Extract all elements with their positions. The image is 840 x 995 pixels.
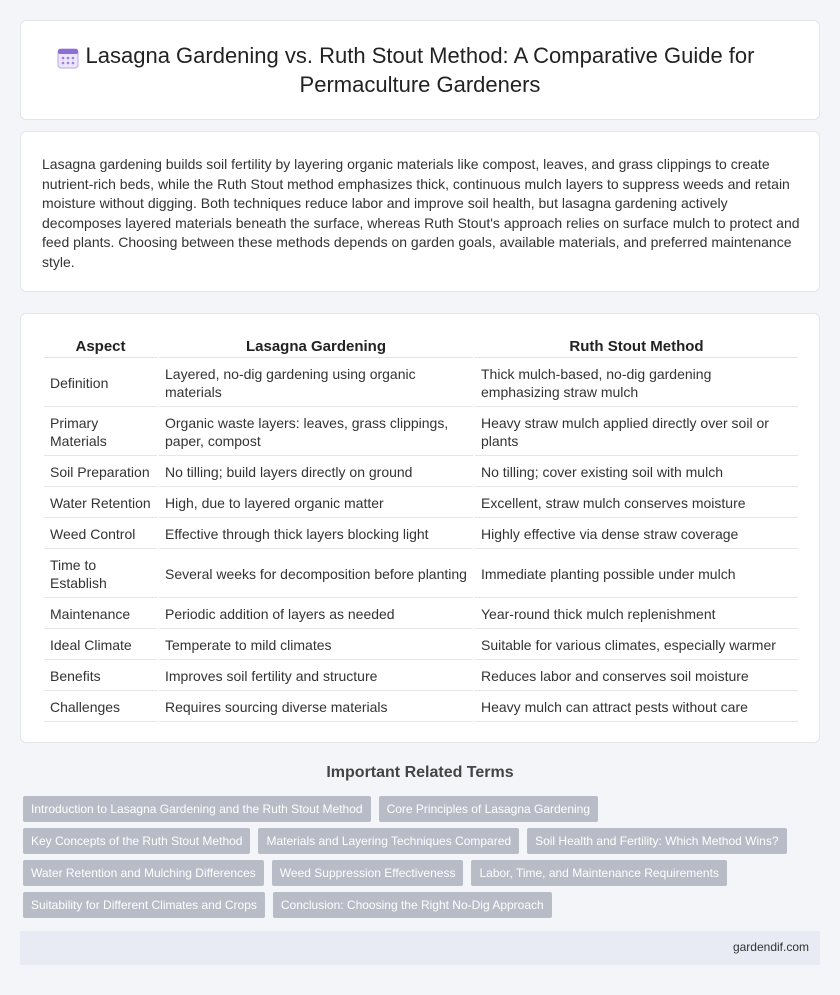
table-cell: Highly effective via dense straw coverage (475, 520, 798, 549)
table-cell: Effective through thick layers blocking light (159, 520, 473, 549)
related-terms-list (23, 796, 813, 924)
table-cell: Thick mulch-based, no-dig gardening emphasizing straw mulch (475, 360, 798, 407)
table-cell: Reduces labor and conserves soil moisture (475, 662, 798, 691)
table-cell: Heavy mulch can attract pests without care (475, 693, 798, 722)
intro-paragraph: Lasagna gardening builds soil fertility by layering organic materials like compost, leaves, and grass clippings to create nutrient-rich beds, while the Ruth Stout method emphasizes thick, continuous mulch layers to suppress weeds and retain moisture without digging. Both techniques reduce labor and improve soil health, but lasagna gardening actively decomposes layered materials beneath the surface, whereas Ruth Stout's approach relies on surface mulch to protect and feed plants. Choosing between these methods depends on garden goals, available materials, and preferred maintenance style. (42, 156, 800, 270)
table-cell: Improves soil fertility and structure (159, 662, 473, 691)
header-card (20, 20, 820, 120)
table-cell: No tilling; build layers directly on ground (159, 458, 473, 487)
column-header-aspect: Aspect (44, 337, 157, 358)
table-cell: High, due to layered organic matter (159, 489, 473, 518)
comparison-table (42, 335, 800, 724)
table-cell: Temperate to mild climates (159, 631, 473, 660)
table-row (44, 631, 798, 660)
comparison-card (20, 313, 820, 743)
related-term-tag[interactable]: Suitability for Different Climates and Crops (23, 892, 265, 918)
table-row (44, 600, 798, 629)
related-term-tag[interactable]: Water Retention and Mulching Differences (23, 860, 264, 886)
table-cell: Ideal Climate (44, 631, 157, 660)
table-cell: Weed Control (44, 520, 157, 549)
table-header-row (44, 337, 798, 358)
related-term-tag[interactable]: Conclusion: Choosing the Right No-Dig Approach (273, 892, 552, 918)
related-term-tag[interactable]: Weed Suppression Effectiveness (272, 860, 464, 886)
table-row (44, 693, 798, 722)
column-header-lasagna: Lasagna Gardening (159, 337, 473, 358)
table-cell: Time to Establish (44, 551, 157, 598)
page-title: Lasagna Gardening vs. Ruth Stout Method: A Comparative Guide for Permaculture Gardeners (85, 43, 755, 97)
table-cell: Immediate planting possible under mulch (475, 551, 798, 598)
footer-bar (20, 931, 820, 965)
table-row (44, 662, 798, 691)
table-cell: No tilling; cover existing soil with mulch (475, 458, 798, 487)
table-row (44, 458, 798, 487)
table-cell: Water Retention (44, 489, 157, 518)
table-row (44, 520, 798, 549)
table-cell: Suitable for various climates, especially warmer (475, 631, 798, 660)
related-term-tag[interactable]: Materials and Layering Techniques Compared (258, 828, 519, 854)
table-cell: Organic waste layers: leaves, grass clippings, paper, compost (159, 409, 473, 456)
table-cell: Benefits (44, 662, 157, 691)
table-cell: Periodic addition of layers as needed (159, 600, 473, 629)
table-cell: Definition (44, 360, 157, 407)
table-cell: Maintenance (44, 600, 157, 629)
table-row (44, 551, 798, 598)
related-term-tag[interactable]: Introduction to Lasagna Gardening and the Ruth Stout Method (23, 796, 371, 822)
column-header-ruth-stout: Ruth Stout Method (475, 337, 798, 358)
table-cell: Requires sourcing diverse materials (159, 693, 473, 722)
table-row (44, 489, 798, 518)
table-row (44, 360, 798, 407)
table-cell: Heavy straw mulch applied directly over soil or plants (475, 409, 798, 456)
table-cell: Soil Preparation (44, 458, 157, 487)
table-cell: Several weeks for decomposition before planting (159, 551, 473, 598)
table-row (44, 409, 798, 456)
intro-card (20, 131, 820, 292)
table-cell: Excellent, straw mulch conserves moisture (475, 489, 798, 518)
table-cell: Year-round thick mulch replenishment (475, 600, 798, 629)
related-terms-heading: Important Related Terms (326, 764, 514, 781)
related-term-tag[interactable]: Labor, Time, and Maintenance Requirements (471, 860, 726, 886)
table-cell: Layered, no-dig gardening using organic materials (159, 360, 473, 407)
table-cell: Challenges (44, 693, 157, 722)
related-term-tag[interactable]: Core Principles of Lasagna Gardening (379, 796, 598, 822)
footer-site-link[interactable]: gardendif.com (732, 940, 809, 954)
related-term-tag[interactable]: Soil Health and Fertility: Which Method Wins? (527, 828, 786, 854)
related-term-tag[interactable]: Key Concepts of the Ruth Stout Method (23, 828, 250, 854)
table-cell: Primary Materials (44, 409, 157, 456)
